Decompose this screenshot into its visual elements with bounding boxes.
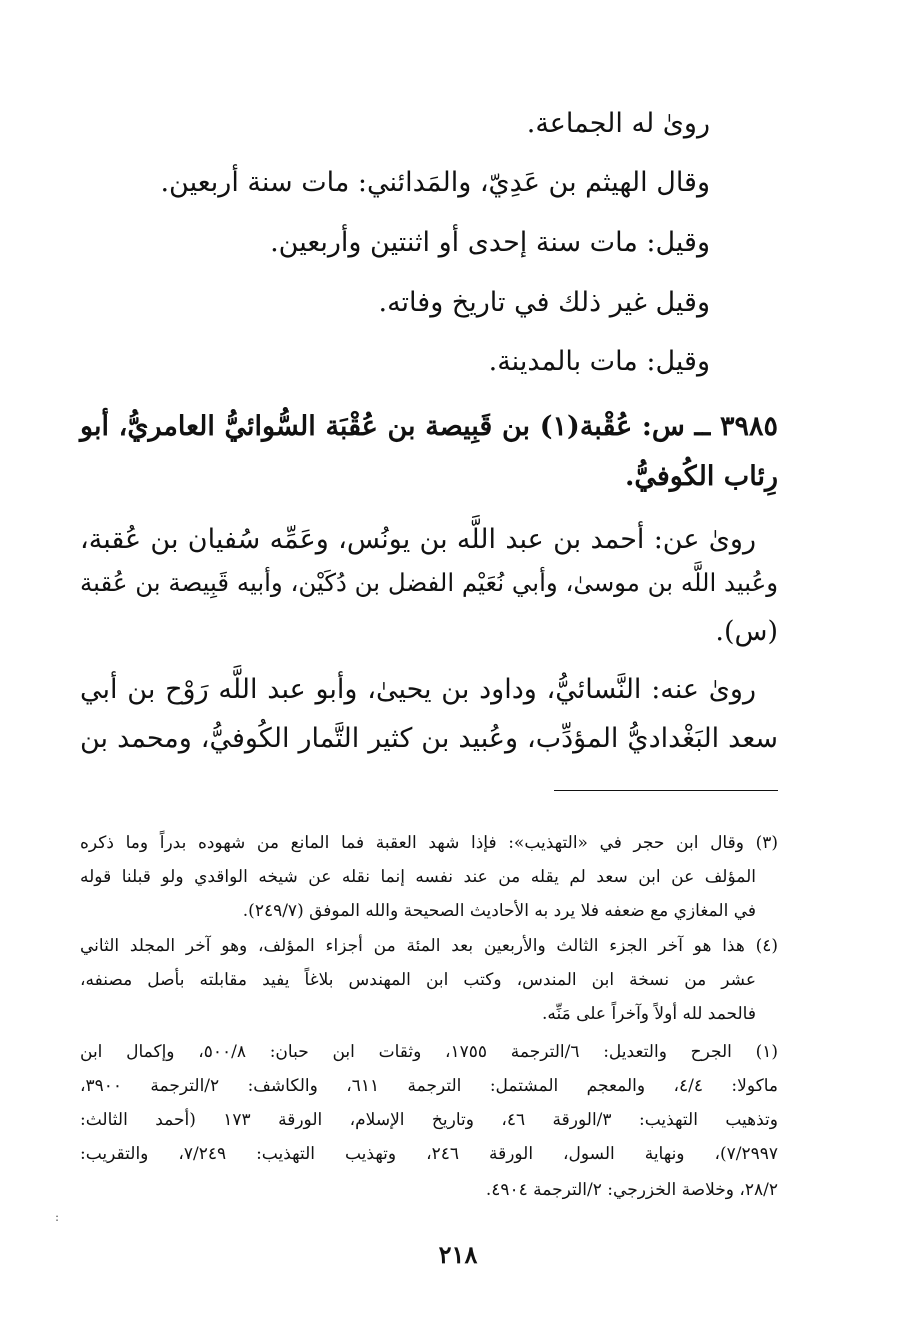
text-line: سعد البَغْداديُّ المؤدِّب، وعُبيد بن كثير التَّمار الكُوفيُّ، ومحمد بن [80, 723, 778, 754]
text-line: رِئاب الكُوفيُّ. [625, 461, 778, 492]
text-line: وقال الهيثم بن عَدِيّ، والمَدائني: مات سنة أربعين. [160, 167, 710, 198]
text-line: وقيل: مات بالمدينة. [488, 346, 710, 377]
text-line: روىٰ عن: أحمد بن عبد اللَّه بن يونُس، وعَمِّه سُفيان بن عُقبة، [80, 524, 756, 555]
footnote-line: ٧/٢٩٩٧)، ونهاية السول، الورقة ٢٤٦، وتهذيب التهذيب: ٧/٢٤٩، والتقريب: [80, 1144, 778, 1164]
footnote-line: (١) الجرح والتعديل: ٦/الترجمة ١٧٥٥، وثقات ابن حبان: ٥٠٠/٨، وإكمال ابن [80, 1042, 778, 1062]
footnote-line: عشر من نسخة ابن المندس، وكتب ابن المهندس بلاغاً يفيد مقابلته بأصل مصنفه، [80, 970, 756, 990]
text-line: وقيل غير ذلك في تاريخ وفاته. [378, 287, 710, 318]
footnote-line: المؤلف عن ابن سعد لم يقله من عند نفسه إنما نقله عن شيخه الواقدي ولو قبلنا قوله [80, 867, 756, 887]
footnote-line: وتذهيب التهذيب: ٣/الورقة ٤٦، وتاريخ الإسلام، الورقة ١٧٣ (أحمد الثالث: [80, 1110, 779, 1130]
text-line: (س). [715, 616, 778, 647]
footnote-line: ٢٨/٢، وخلاصة الخزرجي: ٢/الترجمة ٤٩٠٤. [485, 1180, 778, 1200]
footnote-line: (٣) وقال ابن حجر في «التهذيب»: فإذا شهد العقبة فما المانع من شهوده بدراً وما ذكره [80, 833, 778, 853]
margin-mark: : [55, 1210, 60, 1224]
footnote-line: فالحمد لله أولاً وآخراً على مَنِّه. [541, 1004, 756, 1024]
text-line: روىٰ له الجماعة. [526, 108, 710, 139]
entry-heading: ٣٩٨٥ ــ س: عُقْبة(١) بن قَبِيصة بن عُقْبَة السُّوائيُّ العامريُّ، أبو [80, 411, 778, 442]
footnote-line: (٤) هذا هو آخر الجزء الثالث والأربعين بعد المئة من أجزاء المؤلف، وهو آخر المجلد الثاني [80, 936, 778, 956]
footnote-line: ماكولا: ٤/٤، والمعجم المشتمل: الترجمة ٦١١، والكاشف: ٢/الترجمة ٣٩٠٠، [80, 1076, 778, 1096]
text-line: وعُبيد اللَّه بن موسىٰ، وأبي نُعَيْم الفضل بن دُكَيْن، وأبيه قَبِيصة بن عُقبة [80, 568, 778, 597]
footnote-line: في المغازي مع ضعفه فلا يرد به الأحاديث الصحيحة والله الموفق (٢٤٩/٧). [242, 901, 756, 921]
text-line: وقيل: مات سنة إحدى أو اثنتين وأربعين. [270, 227, 710, 258]
page-number: ٢١٨ [438, 1240, 478, 1269]
text-line: روىٰ عنه: النَّسائيُّ، وداود بن يحيىٰ، وأبو عبد اللَّه رَوْح بن أبي [80, 674, 756, 705]
